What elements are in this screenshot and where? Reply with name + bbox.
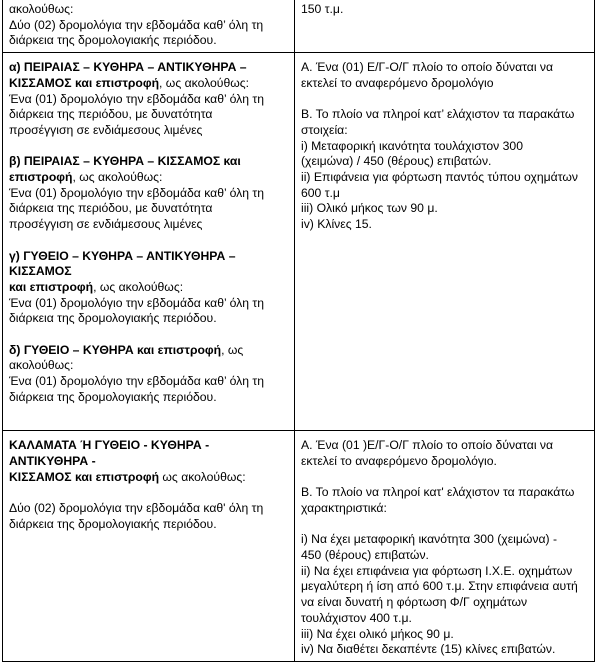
text-line: εκτελεί το αναφερόμενο δρομολόγιο.	[301, 453, 497, 468]
text-line: μεγαλύτερη ή ίση από 600 τ.μ. Στην επιφάνεια αυτή	[301, 579, 578, 594]
text-line: ii) Να έχει επιφάνεια για φόρτωση Ι.Χ.Ε. οχημάτων	[301, 563, 573, 578]
text-line: προσέγγιση σε ενδιάμεσους λιμένες	[9, 122, 203, 137]
text-line: Δύο (02) δρομολόγια την εβδομάδα καθ' όλη τη	[9, 500, 264, 515]
route-title: ΚΑΛΑΜΑΤΑ Ή ΓΥΘΕΙΟ - ΚΥΘΗΡΑ - ΑΝΤΙΚΥΘΗΡΑ -	[9, 438, 210, 468]
text-span: , ως ακολούθως:	[159, 75, 250, 90]
text-span: , ως ακολούθως:	[72, 170, 163, 185]
requirements-cell	[295, 431, 595, 662]
text-line: iii) Ολικό μήκος των 90 μ.	[301, 201, 438, 216]
text-line: iv) Να διαθέτει δεκαπέντε (15) κλίνες επιβατών.	[301, 642, 556, 657]
text-line: Ένα (01) δρομολόγιο την εβδομάδα καθ’ όλη τη	[9, 374, 265, 389]
text-line: Α. Ένα (01 )Ε/Γ-Ο/Γ πλοίο το οποίο δύναται να	[301, 438, 554, 453]
text-line: Β. Το πλοίο να πληροί κατ' ελάχιστον τα παρακάτω	[301, 485, 575, 500]
text-line: να είναι δυνατή η φόρτωση Φ/Γ οχημάτων	[301, 595, 528, 610]
text-line: ii) Επιφάνεια για φόρτωση παντός τύπου οχημάτων	[301, 170, 578, 185]
route-title: γ) ΓΥΘΕΙΟ – ΚΥΘΗΡΑ – ΑΝΤΙΚΥΘΗΡΑ – ΚΙΣΣΑΜΟΣ	[9, 248, 236, 279]
route-title: δ) ΓΥΘΕΙΟ – ΚΥΘΗΡΑ και επιστροφή	[9, 342, 222, 357]
text-line: (χειμώνα) / 450 (θέρους) επιβατών.	[301, 154, 492, 169]
text-line: 450 (θέρους) επιβατών.	[301, 548, 429, 562]
text-line: Ένα (01) δρομολόγιο την εβδομάδα καθ’ όλη τη	[9, 91, 265, 106]
requirements-cell	[295, 53, 595, 431]
route-title: α) ΠΕΙΡΑΙΑΣ – ΚΥΘΗΡΑ – ΑΝΤΙΚΥΘΗΡΑ –	[9, 60, 247, 75]
text-line: διάρκεια της δρομολογιακής περιόδου.	[9, 311, 217, 326]
route-title: ΚΙΣΣΑΜΟΣ και επιστροφή	[9, 469, 160, 484]
text-line: ακολούθως:	[9, 2, 74, 16]
text-line: i) Να έχει μεταφορική ικανότητα 300 (χειμώνα) -	[301, 532, 558, 547]
text-line: Ένα (01) δρομολόγιο την εβδομάδα καθ’ όλη τη	[9, 295, 265, 310]
text-line: ακολούθως:	[9, 358, 74, 373]
text-line: στοιχεία:	[301, 122, 348, 137]
text-line: διάρκεια της περιόδου, με δυνατότητα	[9, 201, 213, 216]
text-line: Β. Το πλοίο να πληροί κατ’ ελάχιστον τα παρακάτω	[301, 107, 575, 122]
table-row	[3, 431, 595, 662]
text-line: διάρκεια της δρομολογιακής περιόδου.	[9, 33, 217, 48]
text-line: iv) Κλίνες 15.	[301, 217, 372, 232]
text-line: 150 τ.μ.	[301, 2, 344, 16]
text-span: , ως ακολούθως:	[93, 279, 184, 294]
text-span: , ως	[221, 342, 244, 357]
text-line: 600 τ.μ	[301, 185, 340, 200]
table-row	[3, 0, 595, 53]
table-row	[3, 53, 595, 431]
route-title: και επιστροφή	[9, 279, 94, 294]
requirements-cell	[295, 0, 595, 53]
text-span: ως ακολούθως:	[159, 469, 246, 484]
text-line: εκτελεί το αναφερόμενο δρομολόγιο	[301, 75, 494, 90]
route-title: β) ΠΕΙΡΑΙΑΣ – ΚΥΘΗΡΑ – ΚΙΣΣΑΜΟΣ και	[9, 154, 241, 169]
route-title: επιστροφή	[9, 170, 73, 185]
text-line: χαρακτηριστικά:	[301, 500, 387, 515]
text-line: διάρκεια της δρομολογιακής περιόδου.	[9, 516, 217, 531]
text-line: Δύο (02) δρομολόγια την εβδομάδα καθ’ όλη τη	[9, 17, 264, 32]
routes-table	[2, 0, 595, 662]
route-title: ΚΙΣΣΑΜΟΣ και επιστροφή	[9, 75, 160, 90]
text-line: Ένα (01) δρομολόγιο την εβδομάδα καθ’ όλη τη	[9, 185, 265, 200]
text-line: διάρκεια της δρομολογιακής περιόδου.	[9, 389, 217, 404]
text-line: διάρκεια της περιόδου, με δυνατότητα	[9, 107, 213, 122]
text-line: προσέγγιση σε ενδιάμεσους λιμένες	[9, 217, 203, 232]
text-line: Α. Ένα (01) Ε/Γ-Ο/Γ πλοίο το οποίο δύναται να	[301, 60, 554, 75]
text-line: iii) Να έχει ολικό μήκος 90 μ.	[301, 626, 454, 641]
route-cell	[3, 431, 295, 662]
route-cell	[3, 0, 295, 53]
route-cell	[3, 53, 295, 431]
text-line: i) Μεταφορική ικανότητα τουλάχιστον 300	[301, 138, 523, 153]
text-line: τουλάχιστον 400 τ.μ.	[301, 610, 412, 625]
